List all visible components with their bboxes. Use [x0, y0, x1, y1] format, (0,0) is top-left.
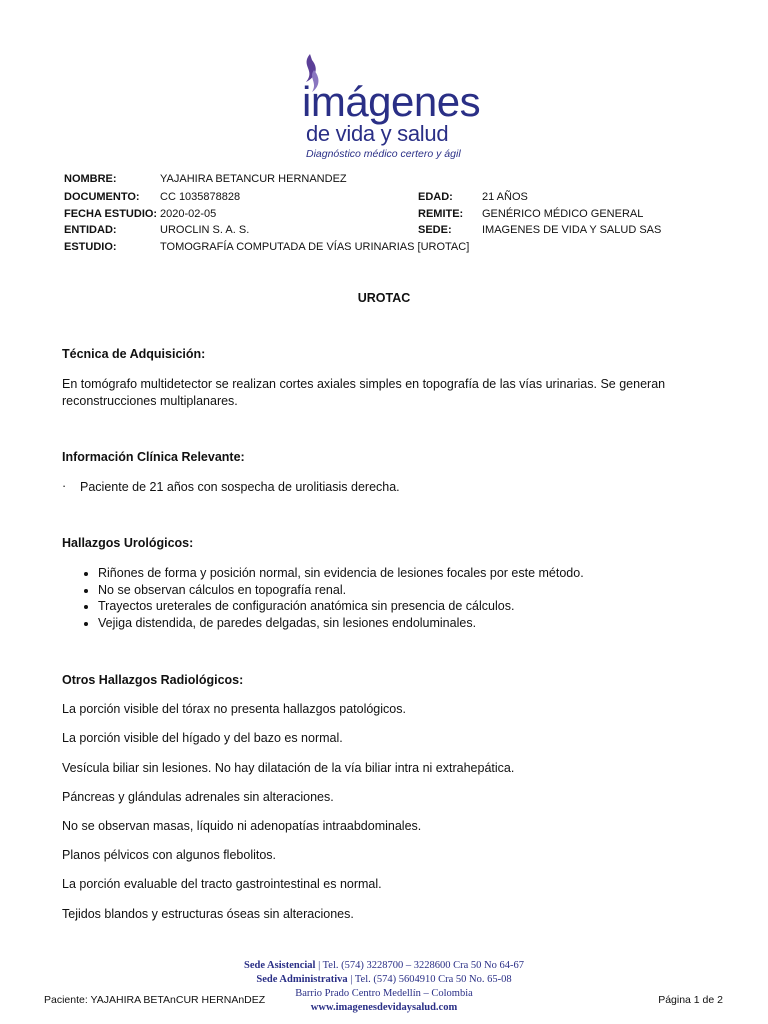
remite-label: REMITE:	[418, 208, 464, 220]
page-number: Página 1 de 2	[658, 994, 723, 1006]
footer-barrio: Barrio Prado Centro Medellín – Colombia	[295, 988, 473, 999]
company-logo	[296, 52, 496, 162]
info-heading: Información Clínica Relevante:	[62, 450, 245, 464]
tecnica-text: En tomógrafo multidetector se realizan cortes axiales simples en topografía de las vías urinarias. Se generan reconstrucciones multiplanares.	[62, 377, 666, 408]
otros-heading: Otros Hallazgos Radiológicos:	[62, 673, 244, 687]
sede-admin-info: | Tel. (574) 5604910 Cra 50 No. 65-08	[347, 974, 512, 985]
sede-value: IMAGENES DE VIDA Y SALUD SAS	[482, 224, 662, 236]
nombre-label: NOMBRE:	[64, 173, 117, 185]
info-bullet: ·	[62, 479, 67, 493]
sede-label: SEDE:	[418, 224, 452, 236]
sede-admin-label: Sede Administrativa	[256, 974, 348, 985]
entidad-value: UROCLIN S. A. S.	[160, 224, 250, 236]
otros-item: La porción visible del tórax no presenta hallazgos patológicos.	[62, 702, 406, 716]
edad-value: 21 AÑOS	[482, 191, 528, 203]
otros-item: Tejidos blandos y estructuras óseas sin alteraciones.	[62, 907, 354, 921]
fecha-value: 2020-02-05	[160, 208, 217, 220]
list-item: • No se observan cálculos en topografía renal.	[98, 582, 584, 599]
sede-asistencial-label: Sede Asistencial	[244, 960, 316, 971]
otros-item: Planos pélvicos con algunos flebolitos.	[62, 848, 277, 862]
edad-label: EDAD:	[418, 191, 453, 203]
list-item: • Vejiga distendida, de paredes delgadas, sin lesiones endoluminales.	[98, 615, 584, 632]
entidad-label: ENTIDAD:	[64, 224, 117, 236]
otros-item: La porción visible del hígado y del bazo es normal.	[62, 731, 343, 745]
footer-sede-asistencial	[0, 959, 768, 973]
hallazgos-list	[62, 565, 584, 631]
logo-subtitle: de vida y salud	[306, 121, 449, 146]
otros-item: No se observan masas, líquido ni adenopatías intraabdominales.	[62, 819, 422, 833]
estudio-value: TOMOGRAFÍA COMPUTADA DE VÍAS URINARIAS [UROTAC]	[160, 241, 470, 253]
logo-wordmark: imágenes	[302, 78, 481, 125]
report-title: UROTAC	[357, 291, 411, 305]
list-item: • Riñones de forma y posición normal, sin evidencia de lesiones focales por este método.	[98, 565, 584, 582]
otros-item: Vesícula biliar sin lesiones. No hay dilatación de la vía biliar intra ni extrahepática.	[62, 761, 515, 775]
patient-info	[64, 172, 724, 262]
otros-item: Páncreas y glándulas adrenales sin alteraciones.	[62, 790, 334, 804]
sede-asistencial-info: | Tel. (574) 3228700 – 3228600 Cra 50 No 64-67	[315, 960, 524, 971]
list-item: • Trayectos ureterales de configuración anatómica sin presencia de cálculos.	[98, 598, 584, 615]
logo-tagline: Diagnóstico médico certero y ágil	[306, 148, 461, 160]
footer-patient: Paciente: YAJAHIRA BETAnCUR HERNAnDEZ	[44, 994, 266, 1006]
footer-sede-admin	[0, 973, 768, 987]
info-text: Paciente de 21 años con sospecha de urolitiasis derecha.	[80, 480, 400, 494]
nombre-value: YAJAHIRA BETANCUR HERNANDEZ	[160, 173, 347, 185]
fecha-label: FECHA ESTUDIO:	[64, 208, 158, 220]
documento-label: DOCUMENTO:	[64, 191, 140, 203]
otros-item: La porción evaluable del tracto gastrointestinal es normal.	[62, 877, 382, 891]
hallazgos-heading: Hallazgos Urológicos:	[62, 536, 194, 550]
estudio-label: ESTUDIO:	[64, 241, 117, 253]
tecnica-heading: Técnica de Adquisición:	[62, 347, 206, 361]
documento-value: CC 1035878828	[160, 191, 241, 203]
remite-value: GENÉRICO MÉDICO GENERAL	[482, 208, 644, 220]
footer-web: www.imagenesdevidaysalud.com	[310, 1002, 458, 1013]
